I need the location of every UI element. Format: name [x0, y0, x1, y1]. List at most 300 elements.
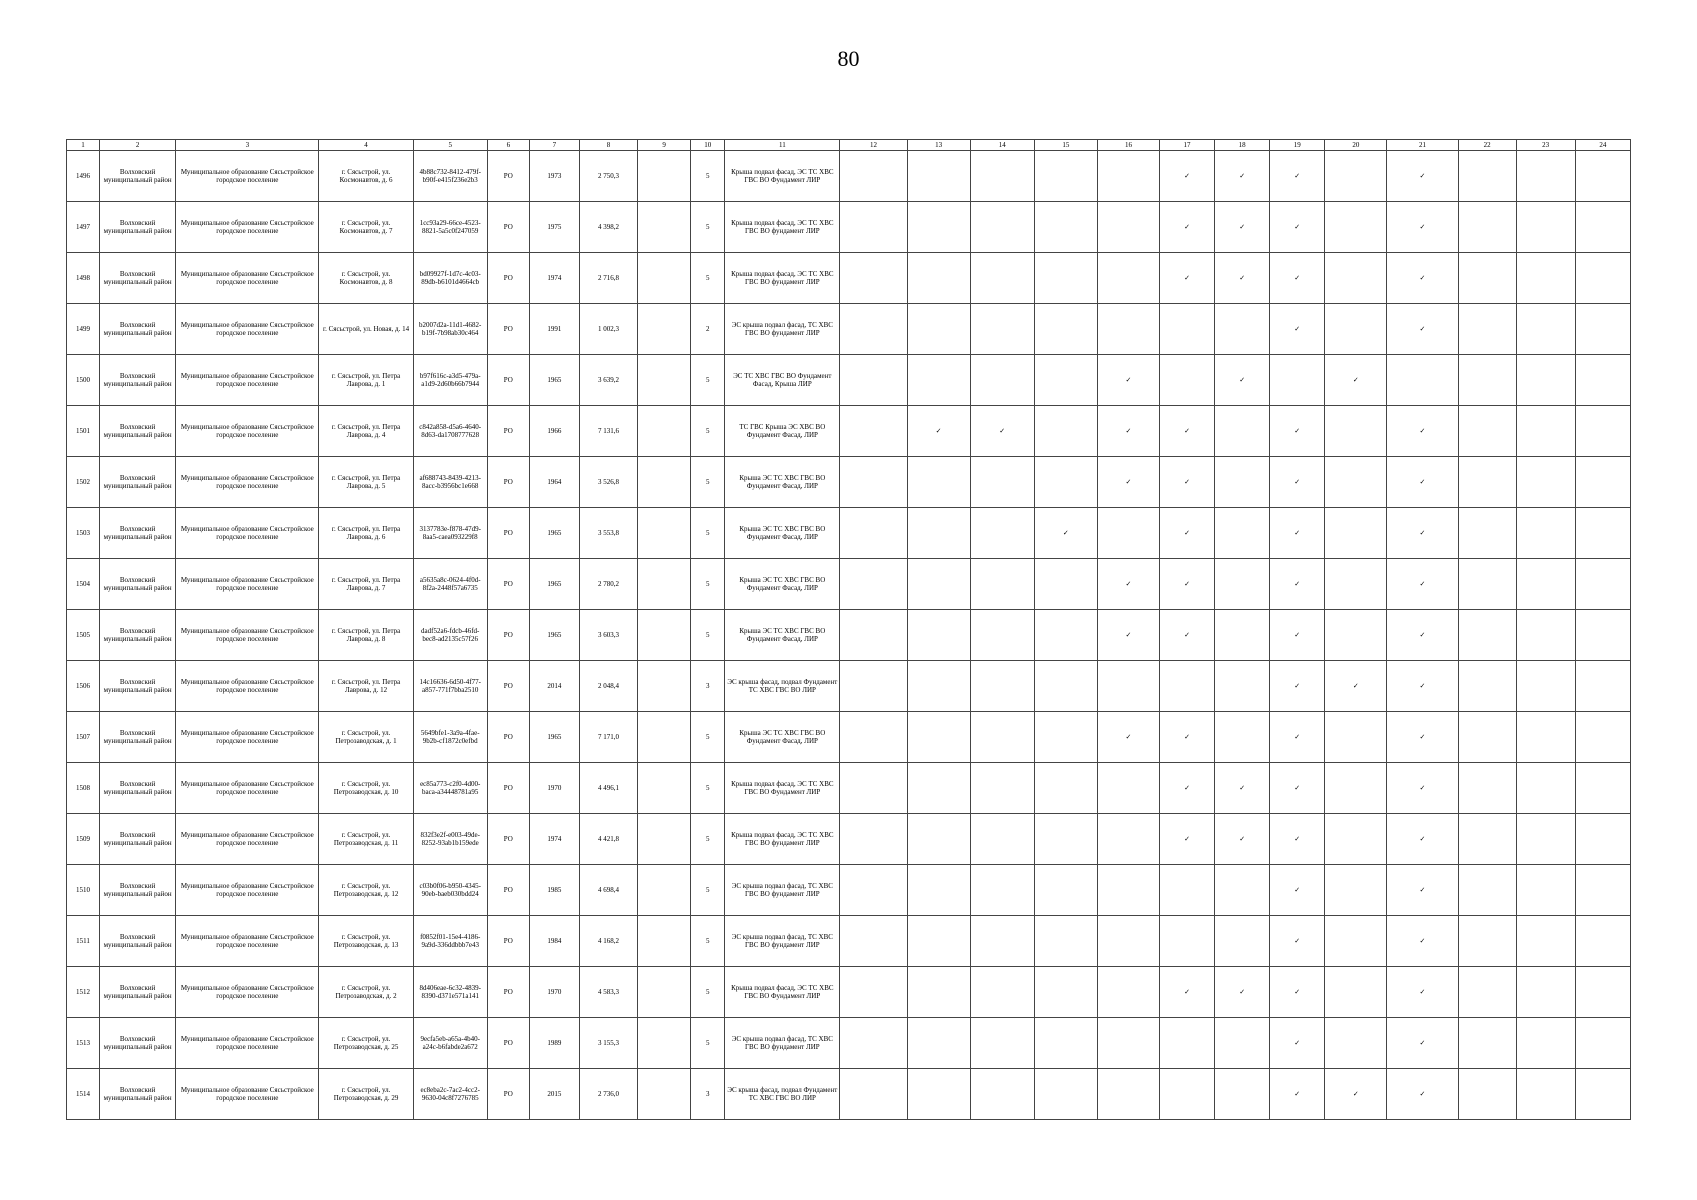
empty-cell — [1575, 559, 1630, 610]
empty-cell — [1458, 457, 1516, 508]
empty-cell — [840, 610, 907, 661]
empty-cell — [638, 916, 691, 967]
table-row — [67, 355, 1631, 406]
check-mark-icon: ✓ — [1097, 406, 1159, 457]
works-list-cell: Крыша ЭС ТС ХВС ГВС ВО Фундамент Фасад, ЛИР — [725, 457, 840, 508]
table-row — [67, 202, 1631, 253]
table-row — [67, 763, 1631, 814]
check-mark-icon: ✓ — [1160, 610, 1215, 661]
empty-cell — [1160, 1018, 1215, 1069]
method-cell: РО — [487, 1018, 529, 1069]
table-row — [67, 508, 1631, 559]
empty-cell — [970, 661, 1034, 712]
check-mark-icon: ✓ — [1387, 865, 1458, 916]
empty-cell — [1575, 151, 1630, 202]
address-cell: г. Сясьстрой, ул. Петрозаводская, д. 13 — [319, 916, 413, 967]
method-cell: РО — [487, 202, 529, 253]
column-number: 12 — [840, 140, 907, 151]
check-mark-icon: ✓ — [1387, 1018, 1458, 1069]
district-cell: Волховский муниципальный район — [100, 865, 176, 916]
fias-code-cell: 832f3e2f-e003-49de-8252-93ab1b159ede — [413, 814, 487, 865]
empty-cell — [970, 508, 1034, 559]
empty-cell — [907, 559, 970, 610]
method-cell: РО — [487, 865, 529, 916]
empty-cell — [840, 865, 907, 916]
table-row — [67, 661, 1631, 712]
empty-cell — [907, 1018, 970, 1069]
empty-cell — [1215, 457, 1270, 508]
empty-cell — [638, 865, 691, 916]
address-cell: г. Сясьстрой, ул. Петра Лаврова, д. 4 — [319, 406, 413, 457]
year-cell: 2014 — [529, 661, 579, 712]
works-list-cell: Крыша подвал фасад, ЭС ТС ХВС ГВС ВО Фундамент ЛИР — [725, 763, 840, 814]
empty-cell — [1097, 865, 1159, 916]
address-cell: г. Сясьстрой, ул. Петрозаводская, д. 2 — [319, 967, 413, 1018]
check-mark-icon: ✓ — [1270, 559, 1325, 610]
empty-cell — [1325, 610, 1387, 661]
table-row — [67, 151, 1631, 202]
address-cell: г. Сясьстрой, ул. Петра Лаврова, д. 12 — [319, 661, 413, 712]
table-row — [67, 916, 1631, 967]
check-mark-icon: ✓ — [1270, 763, 1325, 814]
empty-cell — [1458, 406, 1516, 457]
column-number: 14 — [970, 140, 1034, 151]
row-id-cell: 1513 — [67, 1018, 100, 1069]
empty-cell — [1516, 406, 1575, 457]
address-cell: г. Сясьстрой, ул. Петрозаводская, д. 29 — [319, 1069, 413, 1120]
fias-code-cell: 1cc93a29-66ce-4523-8821-5a5c0f247059 — [413, 202, 487, 253]
year-cell: 1966 — [529, 406, 579, 457]
address-cell: г. Сясьстрой, ул. Космонавтов, д. 6 — [319, 151, 413, 202]
area-cell: 4 421,8 — [579, 814, 637, 865]
row-id-cell: 1511 — [67, 916, 100, 967]
district-cell: Волховский муниципальный район — [100, 1069, 176, 1120]
check-mark-icon: ✓ — [1215, 202, 1270, 253]
address-cell: г. Сясьстрой, ул. Петра Лаврова, д. 1 — [319, 355, 413, 406]
check-mark-icon: ✓ — [1160, 559, 1215, 610]
check-mark-icon: ✓ — [1270, 151, 1325, 202]
district-cell: Волховский муниципальный район — [100, 763, 176, 814]
address-cell: г. Сясьстрой, ул. Петра Лаврова, д. 8 — [319, 610, 413, 661]
empty-cell — [1575, 508, 1630, 559]
empty-cell — [1325, 406, 1387, 457]
empty-cell — [1325, 916, 1387, 967]
empty-cell — [1575, 967, 1630, 1018]
table-row — [67, 814, 1631, 865]
district-cell: Волховский муниципальный район — [100, 610, 176, 661]
empty-cell — [638, 355, 691, 406]
floors-cell: 5 — [691, 355, 725, 406]
fias-code-cell: f0852f01-15e4-4186-9a9d-336ddbbb7e43 — [413, 916, 487, 967]
year-cell: 1985 — [529, 865, 579, 916]
check-mark-icon: ✓ — [1097, 610, 1159, 661]
empty-cell — [1034, 610, 1097, 661]
empty-cell — [1325, 202, 1387, 253]
empty-cell — [970, 151, 1034, 202]
empty-cell — [1097, 202, 1159, 253]
column-number: 1 — [67, 140, 100, 151]
municipality-cell: Муниципальное образование Сясьстройское городское поселение — [176, 967, 319, 1018]
empty-cell — [840, 661, 907, 712]
year-cell: 1991 — [529, 304, 579, 355]
empty-cell — [638, 202, 691, 253]
empty-cell — [840, 304, 907, 355]
row-id-cell: 1496 — [67, 151, 100, 202]
area-cell: 4 168,2 — [579, 916, 637, 967]
table-row — [67, 253, 1631, 304]
empty-cell — [840, 1069, 907, 1120]
row-id-cell: 1503 — [67, 508, 100, 559]
area-cell: 2 750,3 — [579, 151, 637, 202]
method-cell: РО — [487, 661, 529, 712]
district-cell: Волховский муниципальный район — [100, 661, 176, 712]
address-cell: г. Сясьстрой, ул. Петрозаводская, д. 12 — [319, 865, 413, 916]
empty-cell — [1575, 610, 1630, 661]
year-cell: 1975 — [529, 202, 579, 253]
floors-cell: 5 — [691, 967, 725, 1018]
column-number: 3 — [176, 140, 319, 151]
area-cell: 7 171,0 — [579, 712, 637, 763]
fias-code-cell: c03b0f06-b950-4345-90eb-baeb030bdd24 — [413, 865, 487, 916]
empty-cell — [1516, 457, 1575, 508]
method-cell: РО — [487, 253, 529, 304]
empty-cell — [970, 610, 1034, 661]
check-mark-icon: ✓ — [1270, 865, 1325, 916]
column-number: 21 — [1387, 140, 1458, 151]
empty-cell — [1270, 355, 1325, 406]
district-cell: Волховский муниципальный район — [100, 814, 176, 865]
empty-cell — [1458, 661, 1516, 712]
empty-cell — [907, 763, 970, 814]
area-cell: 4 496,1 — [579, 763, 637, 814]
empty-cell — [1034, 712, 1097, 763]
empty-cell — [1575, 253, 1630, 304]
works-list-cell: Крыша ЭС ТС ХВС ГВС ВО Фундамент Фасад, ЛИР — [725, 559, 840, 610]
fias-code-cell: dadf52a6-fdcb-46fd-bec8-ad2135c57f26 — [413, 610, 487, 661]
floors-cell: 5 — [691, 508, 725, 559]
check-mark-icon: ✓ — [1215, 814, 1270, 865]
table-row — [67, 967, 1631, 1018]
column-number: 20 — [1325, 140, 1387, 151]
fias-code-cell: c842a858-d5a6-4640-8d63-da1708777628 — [413, 406, 487, 457]
empty-cell — [1458, 253, 1516, 304]
empty-cell — [907, 508, 970, 559]
year-cell: 1965 — [529, 355, 579, 406]
row-id-cell: 1510 — [67, 865, 100, 916]
empty-cell — [1516, 559, 1575, 610]
row-id-cell: 1497 — [67, 202, 100, 253]
empty-cell — [638, 406, 691, 457]
empty-cell — [1325, 712, 1387, 763]
address-cell: г. Сясьстрой, ул. Петрозаводская, д. 10 — [319, 763, 413, 814]
empty-cell — [840, 763, 907, 814]
empty-cell — [1458, 814, 1516, 865]
empty-cell — [907, 865, 970, 916]
district-cell: Волховский муниципальный район — [100, 559, 176, 610]
empty-cell — [970, 1018, 1034, 1069]
check-mark-icon: ✓ — [1387, 457, 1458, 508]
municipality-cell: Муниципальное образование Сясьстройское городское поселение — [176, 865, 319, 916]
floors-cell: 3 — [691, 661, 725, 712]
municipality-cell: Муниципальное образование Сясьстройское городское поселение — [176, 1069, 319, 1120]
empty-cell — [1034, 355, 1097, 406]
check-mark-icon: ✓ — [1270, 814, 1325, 865]
empty-cell — [1215, 1069, 1270, 1120]
empty-cell — [840, 916, 907, 967]
address-cell: г. Сясьстрой, ул. Космонавтов, д. 7 — [319, 202, 413, 253]
check-mark-icon: ✓ — [1387, 508, 1458, 559]
check-mark-icon: ✓ — [1387, 967, 1458, 1018]
column-number: 10 — [691, 140, 725, 151]
empty-cell — [1097, 763, 1159, 814]
municipality-cell: Муниципальное образование Сясьстройское городское поселение — [176, 355, 319, 406]
floors-cell: 5 — [691, 559, 725, 610]
check-mark-icon: ✓ — [1270, 661, 1325, 712]
row-id-cell: 1504 — [67, 559, 100, 610]
empty-cell — [970, 457, 1034, 508]
address-cell: г. Сясьстрой, ул. Петра Лаврова, д. 6 — [319, 508, 413, 559]
check-mark-icon: ✓ — [1160, 202, 1215, 253]
district-cell: Волховский муниципальный район — [100, 916, 176, 967]
works-list-cell: Крыша подвал фасад, ЭС ТС ХВС ГВС ВО Фундамент ЛИР — [725, 967, 840, 1018]
empty-cell — [1034, 967, 1097, 1018]
empty-cell — [1097, 1069, 1159, 1120]
column-number: 18 — [1215, 140, 1270, 151]
method-cell: РО — [487, 1069, 529, 1120]
row-id-cell: 1507 — [67, 712, 100, 763]
works-list-cell: Крыша подвал фасад, ЭС ТС ХВС ГВС ВО фундамент ЛИР — [725, 253, 840, 304]
empty-cell — [1575, 814, 1630, 865]
check-mark-icon: ✓ — [1160, 151, 1215, 202]
check-mark-icon: ✓ — [1034, 508, 1097, 559]
check-mark-icon: ✓ — [970, 406, 1034, 457]
empty-cell — [840, 355, 907, 406]
check-mark-icon: ✓ — [1325, 661, 1387, 712]
check-mark-icon: ✓ — [1387, 202, 1458, 253]
empty-cell — [1516, 865, 1575, 916]
empty-cell — [907, 457, 970, 508]
year-cell: 1970 — [529, 967, 579, 1018]
empty-cell — [1516, 508, 1575, 559]
empty-cell — [1160, 304, 1215, 355]
area-cell: 2 048,4 — [579, 661, 637, 712]
check-mark-icon: ✓ — [1160, 814, 1215, 865]
empty-cell — [1325, 814, 1387, 865]
check-mark-icon: ✓ — [1160, 763, 1215, 814]
empty-cell — [638, 304, 691, 355]
empty-cell — [638, 457, 691, 508]
check-mark-icon: ✓ — [1387, 916, 1458, 967]
empty-cell — [907, 814, 970, 865]
check-mark-icon: ✓ — [907, 406, 970, 457]
empty-cell — [1516, 1018, 1575, 1069]
empty-cell — [1458, 559, 1516, 610]
municipality-cell: Муниципальное образование Сясьстройское городское поселение — [176, 406, 319, 457]
works-list-cell: ЭС крыша фасад, подвал Фундамент ТС ХВС ГВС ВО ЛИР — [725, 1069, 840, 1120]
check-mark-icon: ✓ — [1097, 712, 1159, 763]
empty-cell — [840, 967, 907, 1018]
works-list-cell: ТС ГВС Крыша ЭС ХВС ВО Фундамент Фасад, ЛИР — [725, 406, 840, 457]
check-mark-icon: ✓ — [1387, 151, 1458, 202]
table-row — [67, 304, 1631, 355]
check-mark-icon: ✓ — [1270, 202, 1325, 253]
floors-cell: 5 — [691, 712, 725, 763]
column-number: 7 — [529, 140, 579, 151]
fias-code-cell: 5649bfe1-3a9a-4fae-9b2b-cf1872c0efbd — [413, 712, 487, 763]
empty-cell — [1034, 1069, 1097, 1120]
works-list-cell: ЭС крыша подвал фасад, ТС ХВС ГВС ВО фундамент ЛИР — [725, 1018, 840, 1069]
address-cell: г. Сясьстрой, ул. Петра Лаврова, д. 5 — [319, 457, 413, 508]
empty-cell — [907, 610, 970, 661]
empty-cell — [638, 610, 691, 661]
empty-cell — [1034, 559, 1097, 610]
check-mark-icon: ✓ — [1270, 1018, 1325, 1069]
empty-cell — [1575, 457, 1630, 508]
empty-cell — [1516, 763, 1575, 814]
empty-cell — [1215, 508, 1270, 559]
floors-cell: 5 — [691, 610, 725, 661]
check-mark-icon: ✓ — [1387, 610, 1458, 661]
municipality-cell: Муниципальное образование Сясьстройское городское поселение — [176, 916, 319, 967]
empty-cell — [970, 763, 1034, 814]
check-mark-icon: ✓ — [1387, 1069, 1458, 1120]
works-list-cell: Крыша подвал фасад, ЭС ТС ХВС ГВС ВО Фундамент ЛИР — [725, 151, 840, 202]
empty-cell — [840, 508, 907, 559]
district-cell: Волховский муниципальный район — [100, 304, 176, 355]
check-mark-icon: ✓ — [1387, 814, 1458, 865]
empty-cell — [1034, 202, 1097, 253]
empty-cell — [1215, 661, 1270, 712]
empty-cell — [1516, 202, 1575, 253]
empty-cell — [1097, 661, 1159, 712]
empty-cell — [1516, 814, 1575, 865]
column-number: 4 — [319, 140, 413, 151]
check-mark-icon: ✓ — [1387, 559, 1458, 610]
empty-cell — [1516, 916, 1575, 967]
empty-cell — [1325, 253, 1387, 304]
works-list-cell: ЭС крыша подвал фасад, ТС ХВС ГВС ВО фундамент ЛИР — [725, 865, 840, 916]
empty-cell — [907, 916, 970, 967]
check-mark-icon: ✓ — [1270, 916, 1325, 967]
empty-cell — [907, 355, 970, 406]
empty-cell — [1325, 508, 1387, 559]
works-list-cell: Крыша ЭС ТС ХВС ГВС ВО Фундамент Фасад, ЛИР — [725, 712, 840, 763]
check-mark-icon: ✓ — [1215, 763, 1270, 814]
method-cell: РО — [487, 967, 529, 1018]
empty-cell — [840, 253, 907, 304]
check-mark-icon: ✓ — [1215, 151, 1270, 202]
empty-cell — [1458, 967, 1516, 1018]
check-mark-icon: ✓ — [1270, 253, 1325, 304]
check-mark-icon: ✓ — [1097, 559, 1159, 610]
row-id-cell: 1499 — [67, 304, 100, 355]
method-cell: РО — [487, 712, 529, 763]
column-number: 19 — [1270, 140, 1325, 151]
municipality-cell: Муниципальное образование Сясьстройское городское поселение — [176, 661, 319, 712]
method-cell: РО — [487, 814, 529, 865]
method-cell: РО — [487, 916, 529, 967]
municipality-cell: Муниципальное образование Сясьстройское городское поселение — [176, 508, 319, 559]
check-mark-icon: ✓ — [1387, 253, 1458, 304]
empty-cell — [1034, 406, 1097, 457]
fias-code-cell: 8d406eae-6c32-4839-8390-d371e571a141 — [413, 967, 487, 1018]
empty-cell — [638, 967, 691, 1018]
empty-cell — [840, 559, 907, 610]
floors-cell: 5 — [691, 457, 725, 508]
method-cell: РО — [487, 151, 529, 202]
column-number: 17 — [1160, 140, 1215, 151]
empty-cell — [1097, 253, 1159, 304]
empty-cell — [1325, 559, 1387, 610]
district-cell: Волховский муниципальный район — [100, 253, 176, 304]
empty-cell — [840, 457, 907, 508]
empty-cell — [907, 304, 970, 355]
floors-cell: 5 — [691, 916, 725, 967]
empty-cell — [1215, 1018, 1270, 1069]
district-cell: Волховский муниципальный район — [100, 457, 176, 508]
check-mark-icon: ✓ — [1387, 304, 1458, 355]
empty-cell — [638, 712, 691, 763]
method-cell: РО — [487, 457, 529, 508]
column-number: 16 — [1097, 140, 1159, 151]
table-row — [67, 1069, 1631, 1120]
empty-cell — [638, 559, 691, 610]
empty-cell — [1458, 1069, 1516, 1120]
address-cell: г. Сясьстрой, ул. Новая, д. 14 — [319, 304, 413, 355]
empty-cell — [1097, 814, 1159, 865]
empty-cell — [1458, 151, 1516, 202]
area-cell: 3 603,3 — [579, 610, 637, 661]
method-cell: РО — [487, 355, 529, 406]
empty-cell — [1458, 355, 1516, 406]
check-mark-icon: ✓ — [1387, 763, 1458, 814]
empty-cell — [970, 967, 1034, 1018]
method-cell: РО — [487, 406, 529, 457]
check-mark-icon: ✓ — [1097, 457, 1159, 508]
year-cell: 1970 — [529, 763, 579, 814]
area-cell: 4 398,2 — [579, 202, 637, 253]
empty-cell — [840, 202, 907, 253]
empty-cell — [1458, 610, 1516, 661]
empty-cell — [1215, 865, 1270, 916]
municipality-cell: Муниципальное образование Сясьстройское городское поселение — [176, 253, 319, 304]
check-mark-icon: ✓ — [1270, 712, 1325, 763]
fias-code-cell: ec85a773-c2f0-4d00-baca-a34448781a95 — [413, 763, 487, 814]
municipality-cell: Муниципальное образование Сясьстройское городское поселение — [176, 712, 319, 763]
column-number: 24 — [1575, 140, 1630, 151]
table-row — [67, 610, 1631, 661]
empty-cell — [1387, 355, 1458, 406]
check-mark-icon: ✓ — [1160, 967, 1215, 1018]
area-cell: 1 002,3 — [579, 304, 637, 355]
district-cell: Волховский муниципальный район — [100, 712, 176, 763]
empty-cell — [1516, 304, 1575, 355]
empty-cell — [1160, 355, 1215, 406]
method-cell: РО — [487, 610, 529, 661]
check-mark-icon: ✓ — [1160, 508, 1215, 559]
empty-cell — [1160, 916, 1215, 967]
area-cell: 4 698,4 — [579, 865, 637, 916]
empty-cell — [1034, 457, 1097, 508]
municipality-cell: Муниципальное образование Сясьстройское городское поселение — [176, 1018, 319, 1069]
empty-cell — [907, 661, 970, 712]
fias-code-cell: ec8eba2c-7ac2-4cc2-9630-04c8f7276785 — [413, 1069, 487, 1120]
check-mark-icon: ✓ — [1270, 508, 1325, 559]
empty-cell — [1575, 1069, 1630, 1120]
check-mark-icon: ✓ — [1270, 1069, 1325, 1120]
table-row — [67, 712, 1631, 763]
floors-cell: 5 — [691, 865, 725, 916]
